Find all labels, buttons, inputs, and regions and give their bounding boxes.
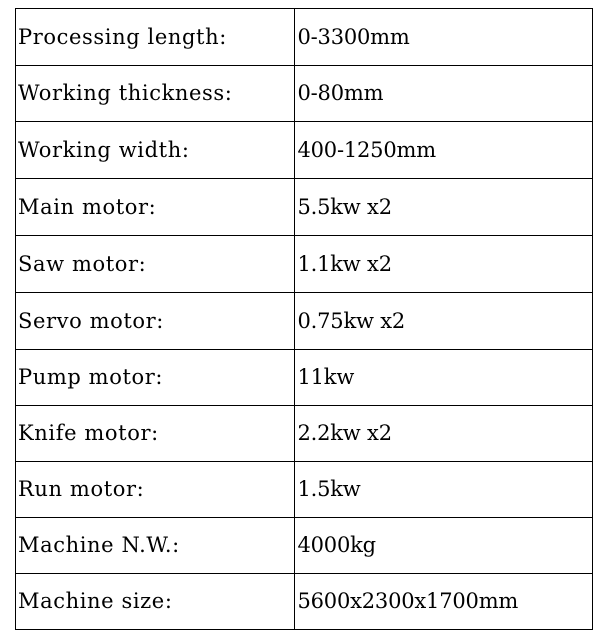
spec-value-cell — [295, 462, 593, 518]
spec-label-cell — [16, 236, 295, 293]
spec-label: Main motor: — [18, 194, 157, 219]
spec-value: 1.1kw x2 — [297, 251, 392, 276]
spec-label: Run motor: — [18, 477, 145, 501]
spec-row-saw-motor — [16, 236, 593, 293]
spec-value: 5.5kw x2 — [297, 194, 392, 219]
spec-label-cell — [16, 406, 295, 462]
spec-value: 400-1250mm — [297, 137, 436, 162]
spec-value-cell — [295, 179, 593, 236]
spec-label-cell — [16, 9, 295, 66]
spec-row-working-width — [16, 122, 593, 179]
spec-row-machine-weight — [16, 518, 593, 574]
spec-label-cell — [16, 350, 295, 406]
spec-label: Servo motor: — [18, 308, 164, 333]
spec-label: Saw motor: — [18, 251, 147, 276]
spec-row-pump-motor — [16, 350, 593, 406]
spec-value: 0.75kw x2 — [297, 308, 406, 333]
spec-value-cell — [295, 574, 593, 630]
spec-row-processing-length — [16, 9, 593, 66]
spec-row-knife-motor — [16, 406, 593, 462]
spec-label-cell — [16, 179, 295, 236]
spec-label-cell — [16, 66, 295, 122]
spec-value-cell — [295, 66, 593, 122]
spec-label: Knife motor: — [18, 421, 159, 445]
spec-row-run-motor — [16, 462, 593, 518]
spec-label-cell — [16, 293, 295, 350]
spec-value: 1.5kw — [297, 477, 361, 501]
spec-value: 5600x2300x1700mm — [297, 589, 519, 613]
spec-value-cell — [295, 236, 593, 293]
spec-label: Pump motor: — [18, 365, 164, 389]
spec-row-working-thickness — [16, 66, 593, 122]
spec-value: 0-3300mm — [297, 24, 410, 49]
spec-value-cell — [295, 293, 593, 350]
spec-value-cell — [295, 122, 593, 179]
spec-label-cell — [16, 122, 295, 179]
spec-value: 4000kg — [297, 533, 376, 557]
spec-label-cell — [16, 462, 295, 518]
spec-row-main-motor — [16, 179, 593, 236]
spec-value-cell — [295, 518, 593, 574]
specifications-table — [15, 8, 593, 630]
spec-value-cell — [295, 9, 593, 66]
spec-label-cell — [16, 574, 295, 630]
spec-label-cell — [16, 518, 295, 574]
spec-label: Processing length: — [18, 24, 227, 49]
spec-row-machine-size — [16, 574, 593, 630]
specifications-table-body — [16, 9, 593, 630]
spec-value-cell — [295, 350, 593, 406]
spec-value: 2.2kw x2 — [297, 421, 392, 445]
spec-value: 0-80mm — [297, 81, 384, 105]
spec-label: Working width: — [18, 137, 190, 162]
spec-label: Working thickness: — [18, 81, 233, 105]
spec-value-cell — [295, 406, 593, 462]
spec-value: 11kw — [297, 365, 355, 389]
spec-row-servo-motor — [16, 293, 593, 350]
spec-label: Machine size: — [18, 589, 173, 613]
spec-label: Machine N.W.: — [18, 533, 180, 557]
